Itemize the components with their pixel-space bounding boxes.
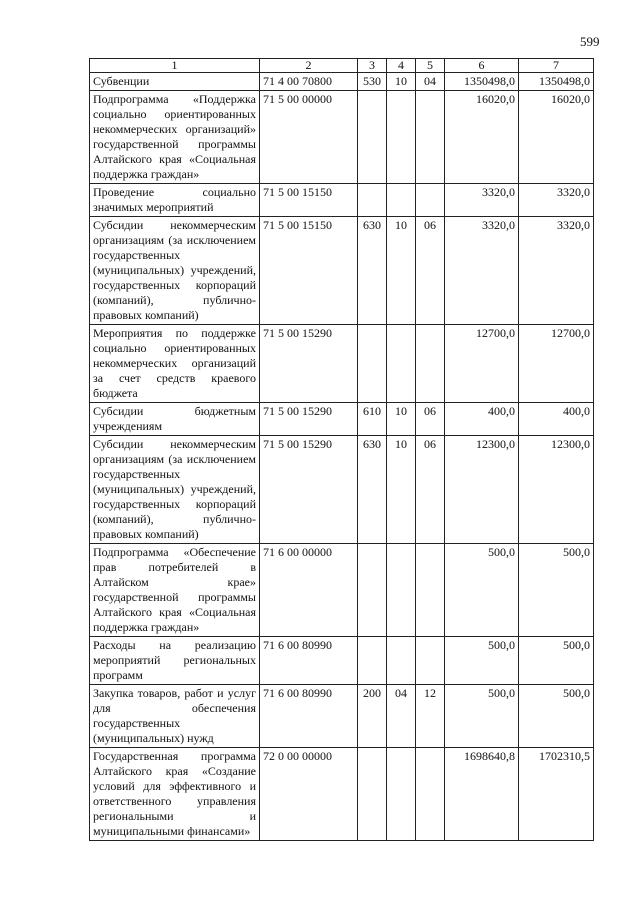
table-row (90, 73, 594, 91)
budget-code: 72 0 00 00000 (260, 748, 358, 841)
budget-code: 71 6 00 80990 (260, 685, 358, 748)
table-row (90, 403, 594, 436)
budget-table (89, 58, 594, 841)
amount-col6: 3320,0 (445, 184, 519, 217)
table-row (90, 637, 594, 685)
section (387, 325, 416, 403)
table-row (90, 91, 594, 184)
budget-code: 71 5 00 15290 (260, 436, 358, 544)
budget-code: 71 5 00 15150 (260, 184, 358, 217)
item-name: Мероприятия по поддержке социально ориентированных некоммерческих организаций за счет средств краевого бюджета (90, 325, 260, 403)
section (387, 184, 416, 217)
subsection (416, 748, 445, 841)
expense-type: 610 (358, 403, 387, 436)
item-name: Субсидии некоммерческим организациям (за исключением государственных (муниципальных) учреждений, государственных корпораций (компаний), публично-правовых компаний) (90, 217, 260, 325)
amount-col6: 500,0 (445, 685, 519, 748)
column-header: 4 (387, 59, 416, 73)
table-row (90, 217, 594, 325)
amount-col7: 3320,0 (519, 184, 594, 217)
column-header: 6 (445, 59, 519, 73)
subsection: 06 (416, 436, 445, 544)
expense-type (358, 325, 387, 403)
budget-code: 71 5 00 15290 (260, 325, 358, 403)
item-name: Подпрограмма «Обеспечение прав потребителей в Алтайском крае» государственной программы Алтайского края «Социальная поддержка граждан» (90, 544, 260, 637)
expense-type: 530 (358, 73, 387, 91)
expense-type: 630 (358, 436, 387, 544)
item-name: Субсидии бюджетным учреждениям (90, 403, 260, 436)
amount-col6: 16020,0 (445, 91, 519, 184)
table-header (90, 59, 594, 73)
amount-col7: 12300,0 (519, 436, 594, 544)
section: 04 (387, 685, 416, 748)
subsection (416, 637, 445, 685)
section: 10 (387, 436, 416, 544)
section: 10 (387, 403, 416, 436)
column-header: 3 (358, 59, 387, 73)
subsection: 04 (416, 73, 445, 91)
amount-col6: 1698640,8 (445, 748, 519, 841)
expense-type: 200 (358, 685, 387, 748)
amount-col6: 12700,0 (445, 325, 519, 403)
column-header: 7 (519, 59, 594, 73)
item-name: Субсидии некоммерческим организациям (за исключением государственных (муниципальных) учреждений, государственных корпораций (компаний), публично-правовых компаний) (90, 436, 260, 544)
amount-col6: 1350498,0 (445, 73, 519, 91)
subsection: 12 (416, 685, 445, 748)
item-name: Проведение социально значимых мероприятий (90, 184, 260, 217)
item-name: Расходы на реализацию мероприятий региональных программ (90, 637, 260, 685)
table-row (90, 436, 594, 544)
amount-col6: 3320,0 (445, 217, 519, 325)
section (387, 637, 416, 685)
amount-col6: 500,0 (445, 637, 519, 685)
item-name: Государственная программа Алтайского края «Создание условий для эффективного и ответственного управления региональными и муниципальными финансами» (90, 748, 260, 841)
amount-col7: 16020,0 (519, 91, 594, 184)
column-header: 5 (416, 59, 445, 73)
expense-type (358, 748, 387, 841)
section (387, 544, 416, 637)
amount-col6: 400,0 (445, 403, 519, 436)
amount-col7: 500,0 (519, 685, 594, 748)
section: 10 (387, 217, 416, 325)
expense-type (358, 637, 387, 685)
amount-col7: 1702310,5 (519, 748, 594, 841)
expense-type: 630 (358, 217, 387, 325)
subsection (416, 91, 445, 184)
item-name: Подпрограмма «Поддержка социально ориентированных некоммерческих организаций» государственной программы Алтайского края «Социальная поддержка граждан» (90, 91, 260, 184)
expense-type (358, 544, 387, 637)
column-header: 1 (90, 59, 260, 73)
budget-code: 71 6 00 00000 (260, 544, 358, 637)
amount-col6: 500,0 (445, 544, 519, 637)
amount-col7: 12700,0 (519, 325, 594, 403)
amount-col7: 500,0 (519, 637, 594, 685)
subsection (416, 184, 445, 217)
budget-code: 71 4 00 70800 (260, 73, 358, 91)
table-body (90, 73, 594, 841)
section (387, 91, 416, 184)
expense-type (358, 91, 387, 184)
section (387, 748, 416, 841)
table-row (90, 685, 594, 748)
amount-col7: 400,0 (519, 403, 594, 436)
table-row (90, 325, 594, 403)
table-row (90, 748, 594, 841)
amount-col6: 12300,0 (445, 436, 519, 544)
item-name: Закупка товаров, работ и услуг для обеспечения государственных (муниципальных) нужд (90, 685, 260, 748)
page-number: 599 (580, 34, 600, 49)
subsection (416, 325, 445, 403)
item-name: Субвенции (90, 73, 260, 91)
expense-type (358, 184, 387, 217)
budget-code: 71 6 00 80990 (260, 637, 358, 685)
amount-col7: 1350498,0 (519, 73, 594, 91)
amount-col7: 3320,0 (519, 217, 594, 325)
budget-code: 71 5 00 00000 (260, 91, 358, 184)
subsection: 06 (416, 217, 445, 325)
column-header: 2 (260, 59, 358, 73)
section: 10 (387, 73, 416, 91)
budget-code: 71 5 00 15290 (260, 403, 358, 436)
budget-code: 71 5 00 15150 (260, 217, 358, 325)
subsection: 06 (416, 403, 445, 436)
table-row (90, 184, 594, 217)
amount-col7: 500,0 (519, 544, 594, 637)
table-row (90, 544, 594, 637)
subsection (416, 544, 445, 637)
